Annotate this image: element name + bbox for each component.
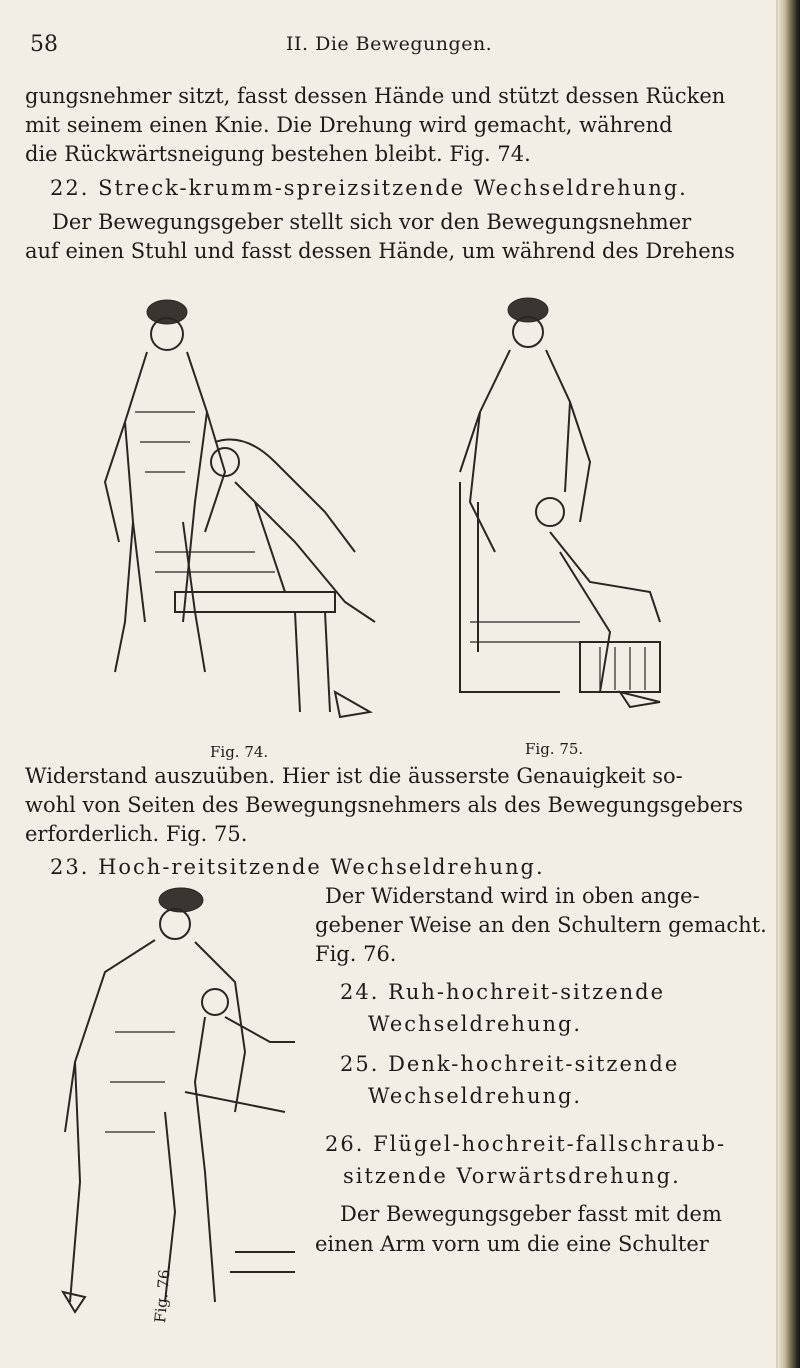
text-line: gebener Weise an den Schultern gemacht. [315,913,767,937]
figure-76-caption: Fig. 76. [151,1264,175,1324]
section-heading-26: 26. Flügel-hochreit-fallschraub- [325,1132,727,1156]
figure-74-caption: Fig. 74. [210,743,269,761]
page-number: 58 [30,32,58,57]
text-line: einen Arm vorn um die eine Schulter [315,1232,709,1256]
text-line: Der Bewegungsgeber stellt sich vor den Bewegungsnehmer [52,210,692,234]
text-line: Fig. 76. [315,942,397,966]
page-header [30,30,750,60]
text-line: erforderlich. Fig. 75. [25,822,248,846]
section-heading-22: 22. Streck-krumm-spreizsitzende Wechseldrehung. [50,176,688,200]
book-binding-edge [778,0,800,1368]
text-line: Widerstand auszuüben. Hier ist die äusserste Genauigkeit so- [25,764,683,788]
text-line: Der Bewegungsgeber fasst mit dem [340,1202,722,1226]
section-heading-25: 25. Denk-hochreit-sitzende [340,1052,680,1076]
text-line: gungsnehmer sitzt, fasst dessen Hände und stützt dessen Rücken [25,84,726,108]
running-head: II. Die Bewegungen. [286,33,493,55]
section-heading-26-cont: sitzende Vorwärtsdrehung. [343,1164,681,1188]
section-heading-24: 24. Ruh-hochreit-sitzende [340,980,666,1004]
text-line: auf einen Stuhl und fasst dessen Hände, um während des Drehens [25,239,735,263]
section-heading-25-cont: Wechseldrehung. [368,1084,583,1108]
text-line: mit seinem einen Knie. Die Drehung wird gemacht, während [25,113,673,137]
text-line: Der Widerstand wird in oben ange- [325,884,700,908]
figure-75-caption: Fig. 75. [525,740,584,758]
section-heading-23: 23. Hoch-reitsitzende Wechseldrehung. [50,855,545,879]
figure-76-illustration [55,882,305,1322]
text-line: die Rückwärtsneigung bestehen bleibt. Fig. 74. [25,142,531,166]
section-heading-24-cont: Wechseldrehung. [368,1012,583,1036]
text-line: wohl von Seiten des Bewegungsnehmers als des Bewegungsgebers [25,793,743,817]
figure-75-illustration [440,292,700,722]
figure-74-illustration [95,292,405,732]
